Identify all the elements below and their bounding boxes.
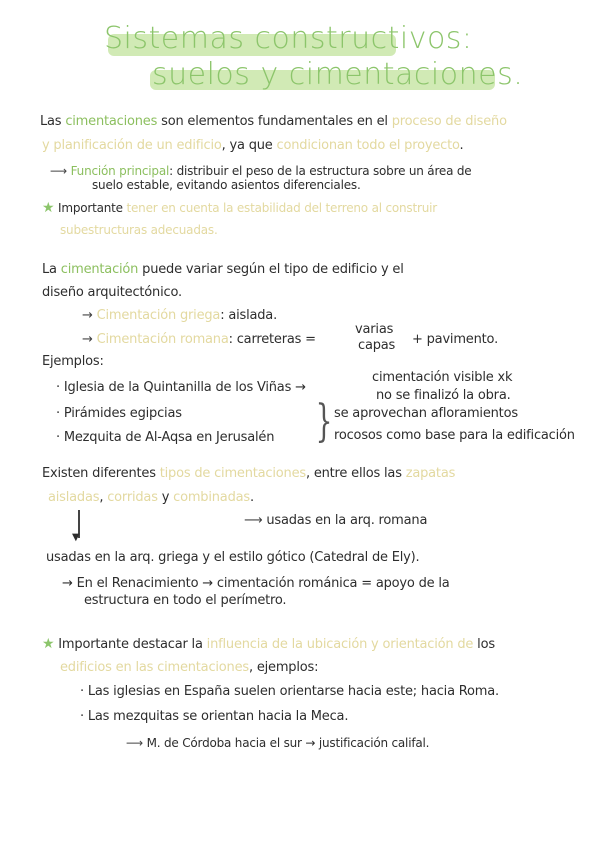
s3-line-2 bbox=[48, 490, 254, 506]
page-title-line-2: suelos y cimentaciones. bbox=[152, 57, 524, 92]
example-23-result-1: se aprovechan afloramientos bbox=[334, 406, 518, 421]
griega-text: : aislada. bbox=[220, 308, 277, 323]
hook-arrow-icon: ⟶ bbox=[244, 513, 267, 528]
arrow-icon: → bbox=[82, 308, 97, 323]
griega-line bbox=[82, 308, 277, 324]
bullet-2: · Las mezquitas se orientan hacia la Meca. bbox=[80, 709, 349, 724]
ejemplos-label: Ejemplos: bbox=[42, 354, 104, 369]
bullet-1: · Las iglesias en España suelen orientarse hacia este; hacia Roma. bbox=[80, 684, 499, 699]
important-line-1 bbox=[42, 200, 437, 216]
term-condicionan: condicionan todo el proyecto bbox=[276, 138, 460, 153]
term-cimentacion: cimentación bbox=[60, 262, 139, 277]
renacimiento-line-1: → En el Renacimiento → cimentación románica = apoyo de la bbox=[62, 576, 450, 591]
romana-note-text: usadas en la arq. romana bbox=[266, 513, 428, 528]
star-icon: ★ bbox=[42, 200, 55, 216]
s3-text: , bbox=[99, 490, 108, 505]
intro-line-2 bbox=[42, 138, 463, 154]
important-label: Importante bbox=[57, 201, 123, 215]
example-1-result-1: cimentación visible xk bbox=[372, 370, 513, 385]
bullet-3 bbox=[126, 735, 429, 751]
griega-label: Cimentación griega bbox=[96, 308, 221, 323]
intro-text: . bbox=[459, 138, 464, 153]
s3-line-1 bbox=[42, 466, 455, 482]
griega-note: usadas en la arq. griega y el estilo gótico (Catedral de Ely). bbox=[46, 550, 420, 565]
s2-line-2 bbox=[42, 285, 182, 301]
romana-text: : carreteras = bbox=[228, 332, 316, 347]
hook-arrow-icon: ⟶ bbox=[50, 164, 71, 178]
intro-text: son elementos fundamentales en el bbox=[157, 114, 392, 129]
bullet-3-text: M. de Córdoba hacia el sur → justificación califal. bbox=[146, 736, 430, 750]
brace-icon: } bbox=[315, 396, 333, 447]
page-title-line-1: Sistemas constructivos: bbox=[104, 21, 473, 56]
s4-text: , ejemplos: bbox=[248, 660, 319, 675]
romana-label: Cimentación romana bbox=[96, 332, 229, 347]
s3-text: . bbox=[249, 490, 254, 505]
star-icon: ★ bbox=[42, 636, 55, 652]
term-tipos: tipos de cimentaciones bbox=[159, 466, 306, 481]
s2-text: puede variar según el tipo de edificio y el bbox=[138, 262, 404, 277]
s2-text: La bbox=[42, 262, 61, 277]
example-3: · Mezquita de Al-Aqsa en Jerusalén bbox=[56, 430, 275, 445]
capas-word: capas bbox=[358, 338, 396, 353]
s3-text: y bbox=[157, 490, 174, 505]
example-1: · Iglesia de la Quintanilla de los Viñas → bbox=[56, 380, 306, 395]
term-corridas: corridas bbox=[107, 490, 158, 505]
s4-text: Importante destacar la bbox=[58, 637, 207, 652]
term-zapatas: zapatas bbox=[405, 466, 456, 481]
example-23-result-2: rocosos como base para la edificación bbox=[334, 428, 575, 443]
important-text-2: subestructuras adecuadas. bbox=[60, 223, 218, 237]
term-edificios: edificios en las cimentaciones bbox=[60, 660, 249, 675]
term-combinadas: combinadas bbox=[173, 490, 250, 505]
pavimento-word: + pavimento. bbox=[412, 332, 499, 347]
important-text: tener en cuenta la estabilidad del terreno al construir bbox=[126, 201, 437, 215]
term-planificacion: y planificación de un edificio bbox=[42, 138, 222, 153]
example-1-result-2: no se finalizó la obra. bbox=[376, 388, 511, 403]
s3-text: Existen diferentes bbox=[42, 466, 160, 481]
function-line-2 bbox=[92, 177, 361, 193]
example-2: · Pirámides egipcias bbox=[56, 406, 182, 421]
term-cimentaciones: cimentaciones bbox=[65, 114, 158, 129]
s2-line-1 bbox=[42, 262, 404, 278]
s2-text-2: diseño arquitectónico. bbox=[42, 285, 182, 300]
s3-text: , entre ellos las bbox=[305, 466, 406, 481]
important-line-2 bbox=[60, 222, 218, 238]
s4-text: los bbox=[473, 637, 495, 652]
intro-line-1 bbox=[40, 114, 507, 130]
term-proceso-diseno: proceso de diseño bbox=[391, 114, 507, 129]
s4-line-1 bbox=[42, 636, 495, 653]
romana-line bbox=[82, 332, 316, 348]
function-text-2: suelo estable, evitando asientos diferenciales. bbox=[92, 178, 361, 192]
intro-text: Las bbox=[40, 114, 66, 129]
term-aisladas: aisladas bbox=[48, 490, 100, 505]
function-label: Función principal bbox=[70, 164, 170, 178]
function-text: : distribuir el peso de la estructura sobre un área de bbox=[169, 164, 472, 178]
s4-line-2 bbox=[60, 660, 318, 676]
varias-word: varias bbox=[355, 322, 394, 337]
term-influencia: influencia de la ubicación y orientación de bbox=[206, 637, 474, 652]
arrow-icon: → bbox=[82, 332, 97, 347]
renacimiento-line-2: estructura en todo el perímetro. bbox=[84, 593, 287, 608]
intro-text: , ya que bbox=[221, 138, 277, 153]
down-arrow-icon: ▼ bbox=[72, 532, 80, 543]
hook-arrow-icon: ⟶ bbox=[126, 736, 147, 750]
romana-note bbox=[244, 513, 427, 529]
